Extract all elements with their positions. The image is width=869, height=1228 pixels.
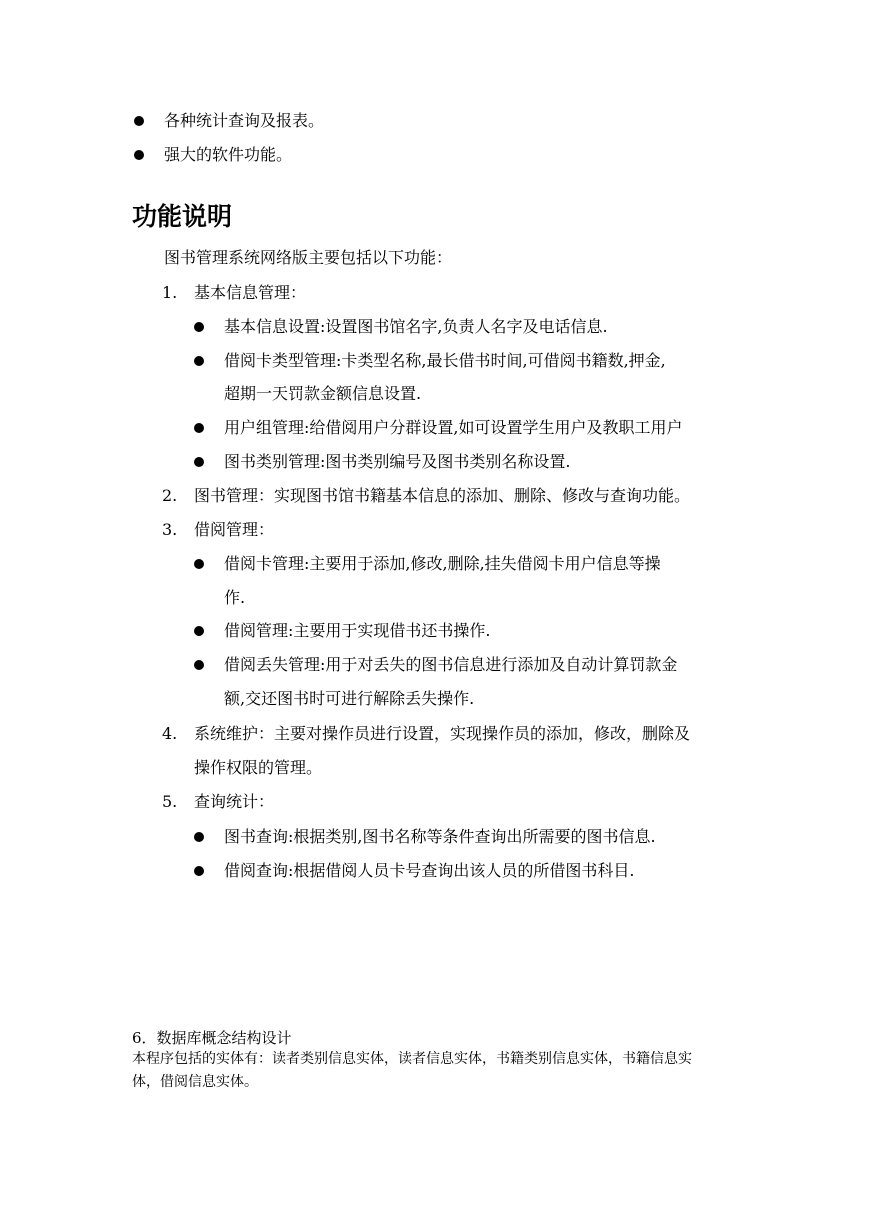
intro-text: 图书管理系统网络版主要包括以下功能： xyxy=(164,248,453,267)
section6-body-line: 体，借阅信息实体。 xyxy=(132,1074,258,1090)
bullet-icon xyxy=(194,356,204,366)
bullet-icon xyxy=(194,832,204,842)
bullet-icon xyxy=(134,116,144,126)
sub-item-text: 借阅查询:根据借阅人员卡号查询出该人员的所借图书科目. xyxy=(224,861,635,880)
item-number: 2. xyxy=(162,486,178,505)
item-text: 借阅管理： xyxy=(194,520,275,539)
section6-title: 6．数据库概念结构设计 xyxy=(132,1029,292,1047)
bullet-icon xyxy=(194,626,204,636)
sub-item-text: 超期一天罚款金额信息设置. xyxy=(224,384,422,403)
sub-item-text: 用户组管理:给借阅用户分群设置,如可设置学生用户及教职工用户 xyxy=(224,418,683,437)
sub-item-text: 图书查询:根据类别,图书名称等条件查询出所需要的图书信息. xyxy=(224,827,656,846)
sub-item-text: 图书类别管理:图书类别编号及图书类别名称设置. xyxy=(224,452,571,471)
bullet-icon xyxy=(194,660,204,670)
top-bullet-text: 强大的软件功能。 xyxy=(164,145,293,164)
sub-item-text: 借阅卡类型管理:卡类型名称,最长借书时间,可借阅书籍数,押金, xyxy=(224,351,666,370)
bullet-icon xyxy=(194,559,204,569)
sub-item-text: 作. xyxy=(224,588,246,607)
item-text: 查询统计： xyxy=(194,792,275,811)
item-number: 3. xyxy=(162,520,178,539)
item-text: 系统维护：主要对操作员进行设置，实现操作员的添加，修改，删除及 xyxy=(194,724,691,743)
bullet-icon xyxy=(194,457,204,467)
sub-item-text: 借阅管理:主要用于实现借书还书操作. xyxy=(224,621,491,640)
sub-item-text: 借阅丢失管理:用于对丢失的图书信息进行添加及自动计算罚款金 xyxy=(224,655,678,674)
item-text: 基本信息管理： xyxy=(194,283,307,302)
item-text-continuation: 操作权限的管理。 xyxy=(194,758,323,777)
bullet-icon xyxy=(194,866,204,876)
section-heading: 功能说明 xyxy=(132,202,233,231)
sub-item-text: 基本信息设置:设置图书馆名字,负责人名字及电话信息. xyxy=(224,317,608,336)
sub-item-text: 借阅卡管理:主要用于添加,修改,删除,挂失借阅卡用户信息等操 xyxy=(224,554,661,573)
bullet-icon xyxy=(194,322,204,332)
item-text: 图书管理：实现图书馆书籍基本信息的添加、删除、修改与查询功能。 xyxy=(194,486,691,505)
sub-item-text: 额,交还图书时可进行解除丢失操作. xyxy=(224,689,475,708)
bullet-icon xyxy=(134,150,144,160)
section6-body-line: 本程序包括的实体有：读者类别信息实体，读者信息实体，书籍类别信息实体，书籍信息实 xyxy=(132,1051,692,1067)
item-number: 1. xyxy=(162,283,178,302)
bullet-icon xyxy=(194,423,204,433)
item-number: 4. xyxy=(162,724,178,743)
item-number: 5. xyxy=(162,792,178,811)
top-bullet-text: 各种统计查询及报表。 xyxy=(164,111,325,130)
